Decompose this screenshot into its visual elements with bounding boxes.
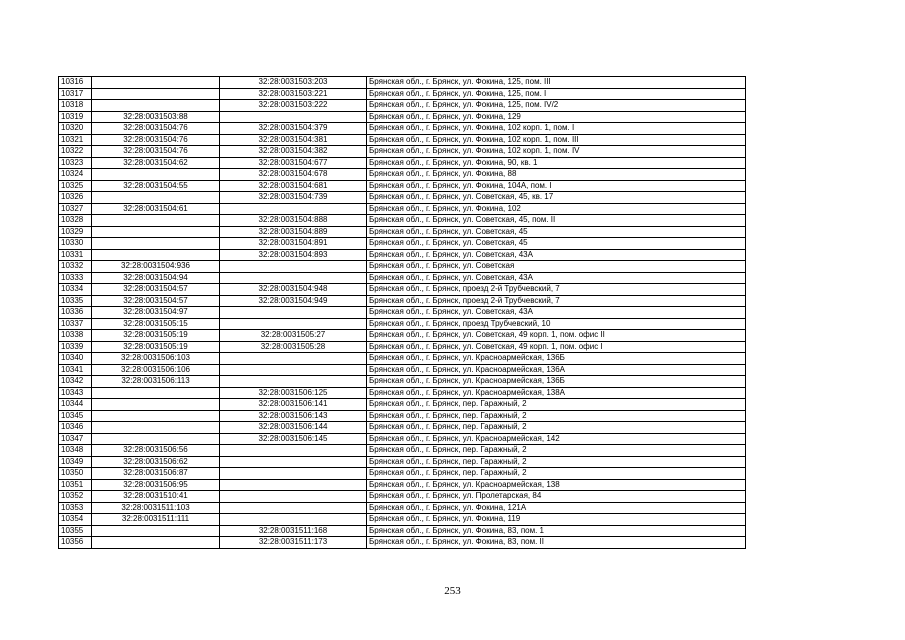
address-cell: Брянская обл., г. Брянск, ул. Красноармейская, 142 (367, 433, 746, 445)
address-cell: Брянская обл., г. Брянск, ул. Фокина, 125, пом. I (367, 88, 746, 100)
table-row (59, 157, 746, 169)
row-id-cell: 10320 (59, 123, 92, 135)
object-cadastral-number-cell: 32:28:0031504:677 (220, 157, 367, 169)
row-id-cell: 10327 (59, 203, 92, 215)
object-cadastral-number-cell (220, 514, 367, 526)
address-cell: Брянская обл., г. Брянск, ул. Пролетарская, 84 (367, 491, 746, 503)
cadastral-number-cell (92, 249, 220, 261)
object-cadastral-number-cell (220, 353, 367, 365)
row-id-cell: 10330 (59, 238, 92, 250)
address-cell: Брянская обл., г. Брянск, пер. Гаражный, 2 (367, 410, 746, 422)
cadastral-number-cell: 32:28:0031506:103 (92, 353, 220, 365)
cadastral-number-cell (92, 410, 220, 422)
address-cell: Брянская обл., г. Брянск, проезд 2-й Трубчевский, 7 (367, 284, 746, 296)
table-row (59, 433, 746, 445)
object-cadastral-number-cell: 32:28:0031504:893 (220, 249, 367, 261)
cadastral-number-cell (92, 433, 220, 445)
row-id-cell: 10347 (59, 433, 92, 445)
table-row (59, 249, 746, 261)
cadastral-number-cell: 32:28:0031511:103 (92, 502, 220, 514)
table-row (59, 295, 746, 307)
address-cell: Брянская обл., г. Брянск, ул. Фокина, 102 (367, 203, 746, 215)
row-id-cell: 10341 (59, 364, 92, 376)
property-table (58, 76, 746, 549)
row-id-cell: 10342 (59, 376, 92, 388)
table-row (59, 192, 746, 204)
object-cadastral-number-cell (220, 111, 367, 123)
table-row (59, 215, 746, 227)
address-cell: Брянская обл., г. Брянск, ул. Фокина, 125, пом. III (367, 77, 746, 89)
object-cadastral-number-cell: 32:28:0031504:681 (220, 180, 367, 192)
address-cell: Брянская обл., г. Брянск, ул. Фокина, 121А (367, 502, 746, 514)
cadastral-number-cell (92, 422, 220, 434)
row-id-cell: 10324 (59, 169, 92, 181)
row-id-cell: 10331 (59, 249, 92, 261)
row-id-cell: 10350 (59, 468, 92, 480)
table-row (59, 77, 746, 89)
row-id-cell: 10328 (59, 215, 92, 227)
cadastral-number-cell (92, 226, 220, 238)
address-cell: Брянская обл., г. Брянск, ул. Фокина, 102 корп. 1, пом. III (367, 134, 746, 146)
object-cadastral-number-cell: 32:28:0031504:678 (220, 169, 367, 181)
object-cadastral-number-cell: 32:28:0031505:28 (220, 341, 367, 353)
address-cell: Брянская обл., г. Брянск, ул. Фокина, 129 (367, 111, 746, 123)
cadastral-number-cell: 32:28:0031505:19 (92, 341, 220, 353)
object-cadastral-number-cell (220, 203, 367, 215)
table-row (59, 203, 746, 215)
row-id-cell: 10337 (59, 318, 92, 330)
cadastral-number-cell: 32:28:0031506:113 (92, 376, 220, 388)
object-cadastral-number-cell (220, 479, 367, 491)
address-cell: Брянская обл., г. Брянск, ул. Фокина, 102 корп. 1, пом. IV (367, 146, 746, 158)
address-cell: Брянская обл., г. Брянск, ул. Фокина, 125, пом. IV/2 (367, 100, 746, 112)
row-id-cell: 10345 (59, 410, 92, 422)
address-cell: Брянская обл., г. Брянск, проезд Трубчевский, 10 (367, 318, 746, 330)
row-id-cell: 10319 (59, 111, 92, 123)
cadastral-number-cell (92, 169, 220, 181)
row-id-cell: 10336 (59, 307, 92, 319)
row-id-cell: 10349 (59, 456, 92, 468)
cadastral-number-cell (92, 537, 220, 549)
table-row (59, 88, 746, 100)
object-cadastral-number-cell: 32:28:0031506:145 (220, 433, 367, 445)
address-cell: Брянская обл., г. Брянск, ул. Красноармейская, 138А (367, 387, 746, 399)
address-cell: Брянская обл., г. Брянск, ул. Советская, 49 корп. 1, пом. офис II (367, 330, 746, 342)
page-number: 253 (444, 585, 461, 597)
table-row (59, 468, 746, 480)
address-cell: Брянская обл., г. Брянск, ул. Фокина, 88 (367, 169, 746, 181)
cadastral-number-cell: 32:28:0031504:55 (92, 180, 220, 192)
cadastral-number-cell: 32:28:0031506:62 (92, 456, 220, 468)
cadastral-number-cell: 32:28:0031506:95 (92, 479, 220, 491)
table-row (59, 456, 746, 468)
cadastral-number-cell (92, 192, 220, 204)
row-id-cell: 10335 (59, 295, 92, 307)
object-cadastral-number-cell: 32:28:0031504:379 (220, 123, 367, 135)
address-cell: Брянская обл., г. Брянск, ул. Советская, 43А (367, 249, 746, 261)
row-id-cell: 10352 (59, 491, 92, 503)
address-cell: Брянская обл., г. Брянск, пер. Гаражный, 2 (367, 468, 746, 480)
object-cadastral-number-cell: 32:28:0031505:27 (220, 330, 367, 342)
row-id-cell: 10354 (59, 514, 92, 526)
object-cadastral-number-cell (220, 491, 367, 503)
object-cadastral-number-cell (220, 468, 367, 480)
table-row (59, 399, 746, 411)
address-cell: Брянская обл., г. Брянск, ул. Красноармейская, 136Б (367, 376, 746, 388)
table-row (59, 514, 746, 526)
object-cadastral-number-cell: 32:28:0031504:382 (220, 146, 367, 158)
address-cell: Брянская обл., г. Брянск, ул. Советская, 43А (367, 272, 746, 284)
address-cell: Брянская обл., г. Брянск, проезд 2-й Трубчевский, 7 (367, 295, 746, 307)
object-cadastral-number-cell: 32:28:0031504:949 (220, 295, 367, 307)
table-row (59, 353, 746, 365)
object-cadastral-number-cell: 32:28:0031511:168 (220, 525, 367, 537)
address-cell: Брянская обл., г. Брянск, ул. Советская (367, 261, 746, 273)
object-cadastral-number-cell (220, 272, 367, 284)
table-row (59, 238, 746, 250)
table-row (59, 226, 746, 238)
cadastral-number-cell (92, 399, 220, 411)
object-cadastral-number-cell: 32:28:0031504:891 (220, 238, 367, 250)
row-id-cell: 10348 (59, 445, 92, 457)
address-cell: Брянская обл., г. Брянск, ул. Советская, 45, кв. 17 (367, 192, 746, 204)
cadastral-number-cell: 32:28:0031504:57 (92, 284, 220, 296)
address-cell: Брянская обл., г. Брянск, ул. Фокина, 90, кв. 1 (367, 157, 746, 169)
table-row (59, 341, 746, 353)
object-cadastral-number-cell (220, 318, 367, 330)
address-cell: Брянская обл., г. Брянск, ул. Фокина, 83, пом. II (367, 537, 746, 549)
row-id-cell: 10343 (59, 387, 92, 399)
object-cadastral-number-cell: 32:28:0031506:144 (220, 422, 367, 434)
row-id-cell: 10334 (59, 284, 92, 296)
cadastral-number-cell (92, 387, 220, 399)
object-cadastral-number-cell: 32:28:0031506:141 (220, 399, 367, 411)
row-id-cell: 10333 (59, 272, 92, 284)
cadastral-number-cell: 32:28:0031504:936 (92, 261, 220, 273)
row-id-cell: 10340 (59, 353, 92, 365)
address-cell: Брянская обл., г. Брянск, ул. Советская, 49 корп. 1, пом. офис I (367, 341, 746, 353)
object-cadastral-number-cell (220, 261, 367, 273)
row-id-cell: 10322 (59, 146, 92, 158)
cadastral-number-cell (92, 238, 220, 250)
cadastral-number-cell: 32:28:0031506:106 (92, 364, 220, 376)
object-cadastral-number-cell: 32:28:0031506:143 (220, 410, 367, 422)
object-cadastral-number-cell: 32:28:0031503:222 (220, 100, 367, 112)
table-row (59, 318, 746, 330)
object-cadastral-number-cell (220, 364, 367, 376)
table-row (59, 284, 746, 296)
table-row (59, 146, 746, 158)
address-cell: Брянская обл., г. Брянск, пер. Гаражный, 2 (367, 456, 746, 468)
row-id-cell: 10356 (59, 537, 92, 549)
table-row (59, 169, 746, 181)
cadastral-number-cell (92, 525, 220, 537)
object-cadastral-number-cell: 32:28:0031504:739 (220, 192, 367, 204)
address-cell: Брянская обл., г. Брянск, ул. Красноармейская, 138 (367, 479, 746, 491)
object-cadastral-number-cell: 32:28:0031511:173 (220, 537, 367, 549)
table-row (59, 100, 746, 112)
table-row (59, 422, 746, 434)
object-cadastral-number-cell (220, 376, 367, 388)
cadastral-number-cell: 32:28:0031503:88 (92, 111, 220, 123)
object-cadastral-number-cell (220, 445, 367, 457)
address-cell: Брянская обл., г. Брянск, ул. Советская, 45 (367, 238, 746, 250)
row-id-cell: 10317 (59, 88, 92, 100)
cadastral-number-cell (92, 77, 220, 89)
table-row (59, 525, 746, 537)
address-cell: Брянская обл., г. Брянск, ул. Красноармейская, 136А (367, 364, 746, 376)
cadastral-number-cell: 32:28:0031504:94 (92, 272, 220, 284)
table-row (59, 261, 746, 273)
object-cadastral-number-cell: 32:28:0031506:125 (220, 387, 367, 399)
table-row (59, 537, 746, 549)
cadastral-number-cell: 32:28:0031504:61 (92, 203, 220, 215)
address-cell: Брянская обл., г. Брянск, ул. Фокина, 104А, пом. I (367, 180, 746, 192)
cadastral-number-cell (92, 100, 220, 112)
row-id-cell: 10344 (59, 399, 92, 411)
row-id-cell: 10329 (59, 226, 92, 238)
cadastral-number-cell: 32:28:0031510:41 (92, 491, 220, 503)
object-cadastral-number-cell: 32:28:0031503:221 (220, 88, 367, 100)
cadastral-number-cell: 32:28:0031504:76 (92, 146, 220, 158)
row-id-cell: 10326 (59, 192, 92, 204)
address-cell: Брянская обл., г. Брянск, ул. Советская, 45 (367, 226, 746, 238)
table-row (59, 134, 746, 146)
object-cadastral-number-cell (220, 502, 367, 514)
table-row (59, 307, 746, 319)
table-row (59, 272, 746, 284)
address-cell: Брянская обл., г. Брянск, ул. Советская, 43А (367, 307, 746, 319)
address-cell: Брянская обл., г. Брянск, пер. Гаражный, 2 (367, 422, 746, 434)
table-row (59, 364, 746, 376)
row-id-cell: 10355 (59, 525, 92, 537)
object-cadastral-number-cell: 32:28:0031504:381 (220, 134, 367, 146)
cadastral-number-cell: 32:28:0031505:15 (92, 318, 220, 330)
table-row (59, 387, 746, 399)
cadastral-number-cell: 32:28:0031504:76 (92, 134, 220, 146)
address-cell: Брянская обл., г. Брянск, пер. Гаражный, 2 (367, 399, 746, 411)
table-row (59, 491, 746, 503)
object-cadastral-number-cell (220, 307, 367, 319)
cadastral-number-cell: 32:28:0031505:19 (92, 330, 220, 342)
cadastral-number-cell: 32:28:0031511:111 (92, 514, 220, 526)
address-cell: Брянская обл., г. Брянск, ул. Фокина, 83, пом. 1 (367, 525, 746, 537)
table-row (59, 410, 746, 422)
address-cell: Брянская обл., г. Брянск, ул. Фокина, 119 (367, 514, 746, 526)
object-cadastral-number-cell: 32:28:0031504:889 (220, 226, 367, 238)
table-body (59, 77, 746, 549)
cadastral-number-cell: 32:28:0031506:56 (92, 445, 220, 457)
row-id-cell: 10316 (59, 77, 92, 89)
table-row (59, 111, 746, 123)
row-id-cell: 10339 (59, 341, 92, 353)
row-id-cell: 10325 (59, 180, 92, 192)
row-id-cell: 10321 (59, 134, 92, 146)
row-id-cell: 10346 (59, 422, 92, 434)
object-cadastral-number-cell (220, 456, 367, 468)
cadastral-number-cell: 32:28:0031504:62 (92, 157, 220, 169)
row-id-cell: 10332 (59, 261, 92, 273)
table-row (59, 330, 746, 342)
cadastral-number-cell: 32:28:0031504:76 (92, 123, 220, 135)
table-row (59, 502, 746, 514)
cadastral-number-cell: 32:28:0031506:87 (92, 468, 220, 480)
table-row (59, 123, 746, 135)
address-cell: Брянская обл., г. Брянск, ул. Советская, 45, пом. II (367, 215, 746, 227)
row-id-cell: 10353 (59, 502, 92, 514)
table-row (59, 180, 746, 192)
table-row (59, 445, 746, 457)
cadastral-number-cell (92, 88, 220, 100)
row-id-cell: 10338 (59, 330, 92, 342)
object-cadastral-number-cell: 32:28:0031504:888 (220, 215, 367, 227)
table-row (59, 376, 746, 388)
row-id-cell: 10323 (59, 157, 92, 169)
object-cadastral-number-cell: 32:28:0031503:203 (220, 77, 367, 89)
address-cell: Брянская обл., г. Брянск, пер. Гаражный, 2 (367, 445, 746, 457)
address-cell: Брянская обл., г. Брянск, ул. Красноармейская, 136Б (367, 353, 746, 365)
cadastral-number-cell: 32:28:0031504:57 (92, 295, 220, 307)
cadastral-number-cell: 32:28:0031504:97 (92, 307, 220, 319)
object-cadastral-number-cell: 32:28:0031504:948 (220, 284, 367, 296)
cadastral-number-cell (92, 215, 220, 227)
row-id-cell: 10351 (59, 479, 92, 491)
table-row (59, 479, 746, 491)
row-id-cell: 10318 (59, 100, 92, 112)
address-cell: Брянская обл., г. Брянск, ул. Фокина, 102 корп. 1, пом. I (367, 123, 746, 135)
